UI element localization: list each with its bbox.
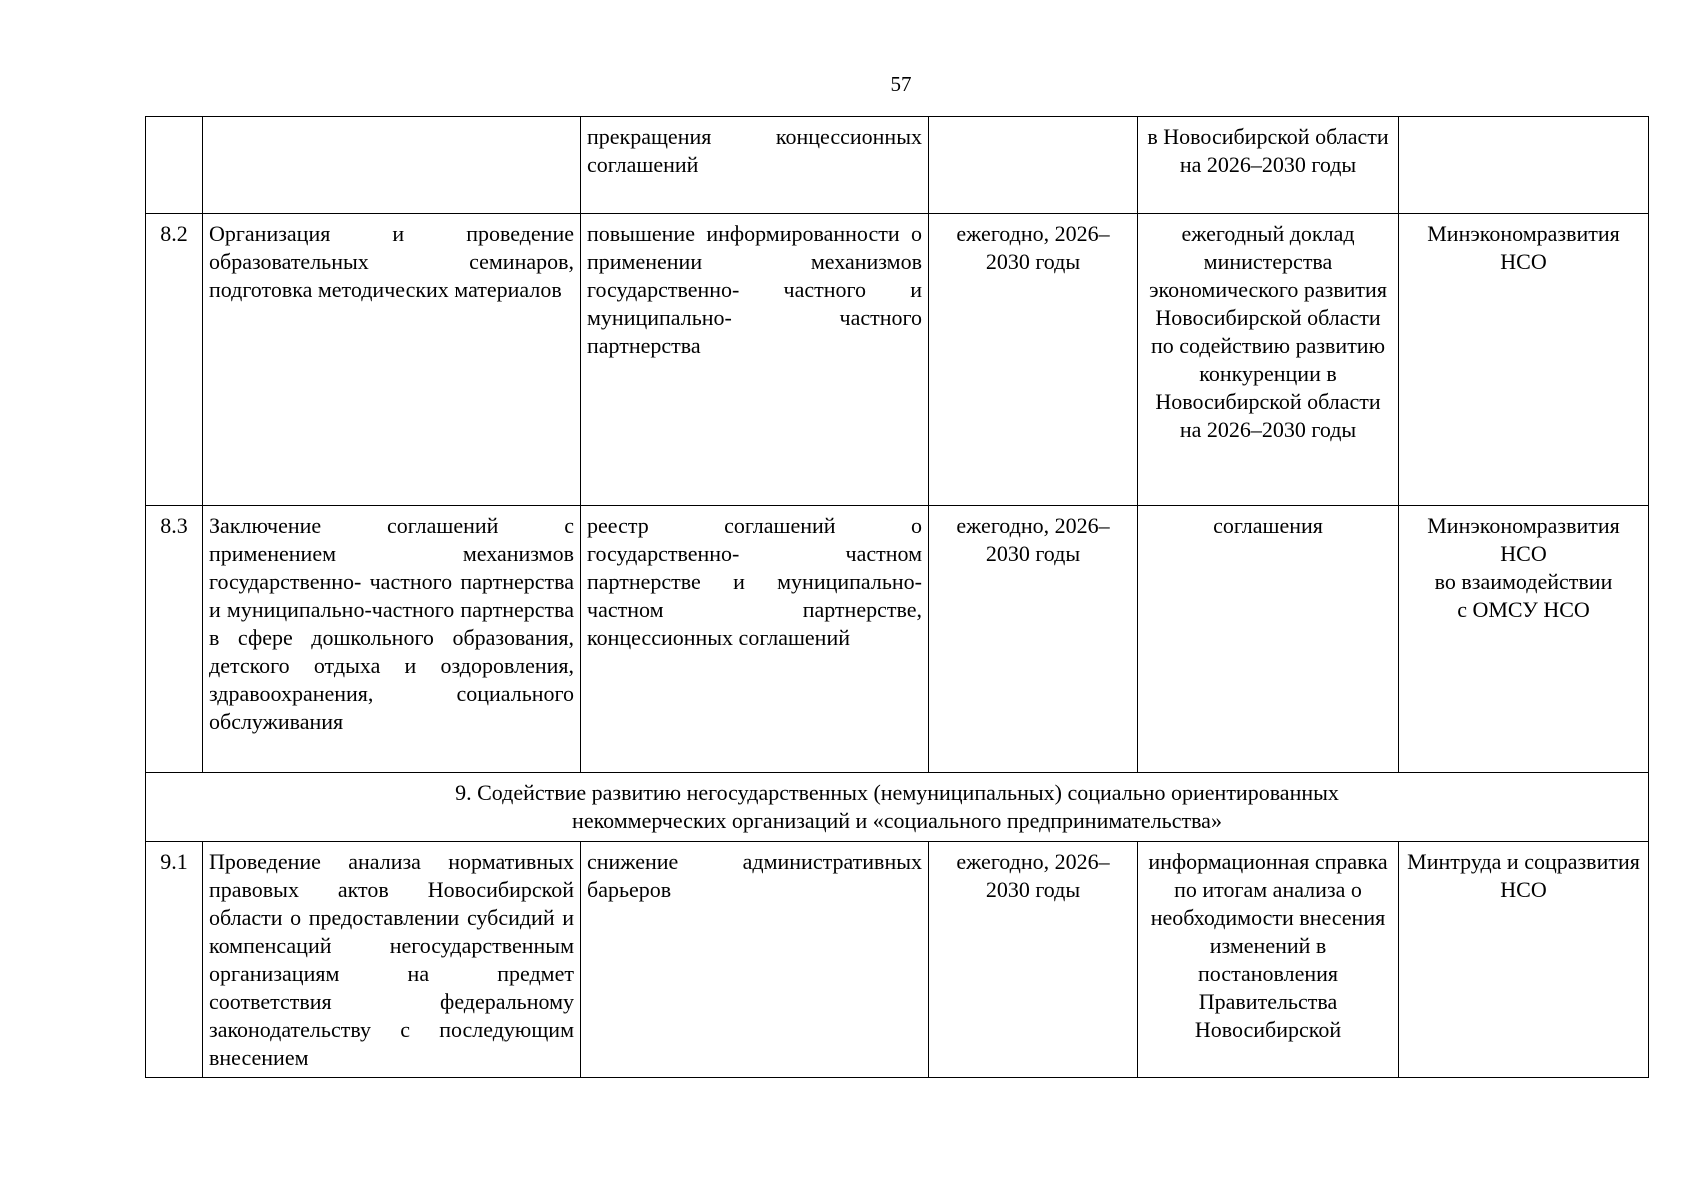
executor-cell (1399, 117, 1649, 214)
page-number: 57 (890, 72, 912, 96)
document-cell: соглашения (1138, 506, 1399, 773)
document-cell: в Новосибирской области на 2026–2030 годы (1138, 117, 1399, 214)
event-cell (203, 117, 581, 214)
table-row-8-3 (146, 506, 1649, 773)
row-number: 8.2 (146, 214, 203, 506)
row-number (146, 117, 203, 214)
row-number: 8.3 (146, 506, 203, 773)
executor-line: с ОМСУ НСО (1457, 597, 1590, 622)
section-9-header-row (146, 773, 1649, 842)
event-cell: Организация и проведение образовательных семинаров, подготовка методических материалов (203, 214, 581, 506)
result-cell: реестр соглашений о государственно- частном партнерстве и муниципально-частном партнерстве, концессионных соглашений (581, 506, 929, 773)
executor-line: Минэкономразвития НСО (1427, 513, 1620, 566)
row-number: 9.1 (146, 842, 203, 1078)
table-row-8-2 (146, 214, 1649, 506)
event-cell: Проведение анализа нормативных правовых актов Новосибирской области о предоставлении субсидий и компенсаций негосударственным организациям на предмет соответствия федеральному законодательству с последующим внесением (203, 842, 581, 1078)
result-cell: повышение информированности о применении механизмов государственно- частного и муниципально- частного партнерства (581, 214, 929, 506)
term-cell: ежегодно, 2026–2030 годы (929, 842, 1138, 1078)
executor-cell (1399, 506, 1649, 773)
section-9-title (146, 773, 1649, 842)
result-cell: снижение административных барьеров (581, 842, 929, 1078)
executor-line: во взаимодействии (1434, 569, 1613, 594)
document-cell: ежегодный доклад министерства экономического развития Новосибирской области по содействию развитию конкуренции в Новосибирской области на 2026–2030 годы (1138, 214, 1399, 506)
action-plan-table (145, 116, 1649, 1078)
table-row-9-1 (146, 842, 1649, 1078)
table-row-continuation (146, 117, 1649, 214)
executor-cell: Минэкономразвития НСО (1399, 214, 1649, 506)
executor-cell: Минтруда и соцразвития НСО (1399, 842, 1649, 1078)
term-cell: ежегодно, 2026–2030 годы (929, 214, 1138, 506)
section-title-line: некоммерческих организаций и «социального предпринимательства» (572, 808, 1222, 833)
document-cell: информационная справка по итогам анализа о необходимости внесения изменений в постановления Правительства Новосибирской (1138, 842, 1399, 1078)
event-cell: Заключение соглашений с применением механизмов государственно- частного партнерства и муниципально-частного партнерства в сфере дошкольного образования, детского отдыха и оздоровления, здравоохранения, социального обслуживания (203, 506, 581, 773)
term-cell (929, 117, 1138, 214)
result-cell: прекращения концессионных соглашений (581, 117, 929, 214)
term-cell: ежегодно, 2026–2030 годы (929, 506, 1138, 773)
section-title-line: 9. Содействие развитию негосударственных (немуниципальных) социально ориентированных (455, 780, 1339, 805)
